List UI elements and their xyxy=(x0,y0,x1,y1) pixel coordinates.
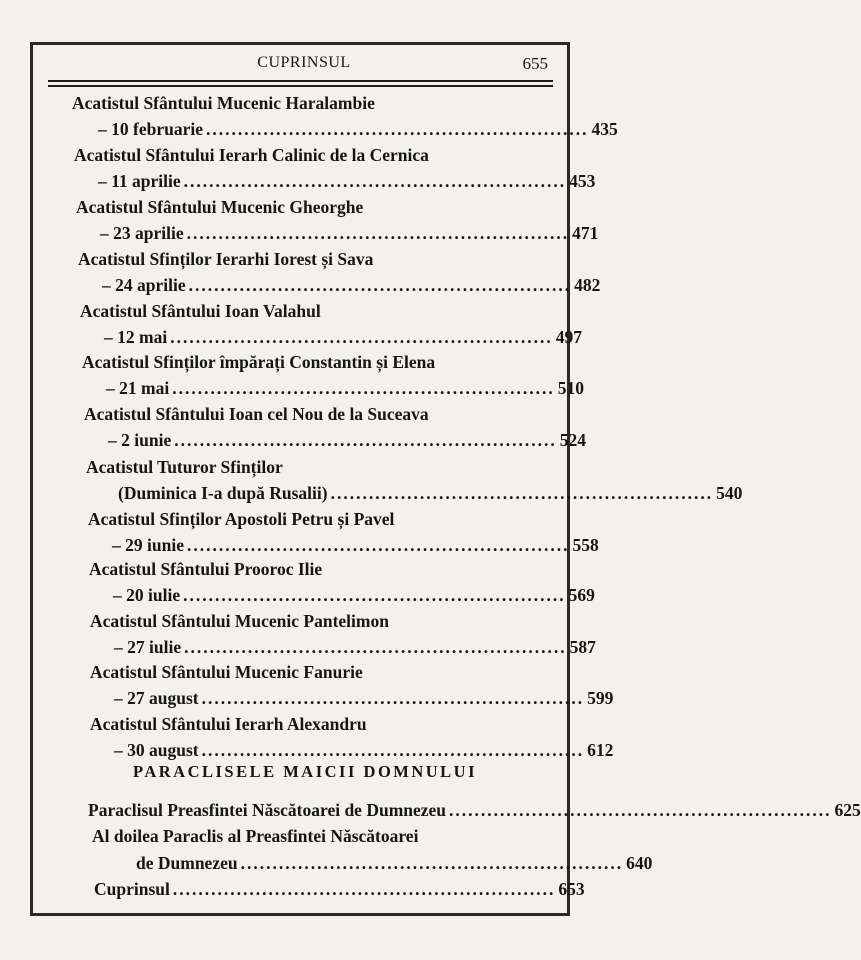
toc-entry-title: Acatistul Sfântului Ierarh Calinic de la Cernica xyxy=(74,145,429,165)
toc-entry-line[interactable] xyxy=(98,169,596,193)
dot-leader: ............................................................ xyxy=(240,853,624,873)
dot-leader: ............................................................ xyxy=(201,740,585,760)
toc-entry-line[interactable] xyxy=(98,117,618,141)
toc-entry-date: – 24 aprilie xyxy=(102,275,186,295)
toc-entry-title: Acatistul Sfinților Ierarhi Iorest și Sava xyxy=(78,249,374,269)
toc-entry-line[interactable] xyxy=(88,798,861,822)
toc-entry-subtitle: de Dumnezeu xyxy=(136,853,238,873)
toc-entry-line[interactable] xyxy=(106,376,584,400)
toc-entry-date: – 29 iunie xyxy=(112,535,184,555)
dot-leader: ............................................................ xyxy=(188,275,572,295)
toc-page-number: 587 xyxy=(569,637,596,657)
toc-entry-title: Acatistul Sfinților împărați Constantin și Elena xyxy=(82,352,436,372)
toc-entry-line[interactable] xyxy=(108,428,586,452)
header-title: CUPRINSUL xyxy=(257,54,351,71)
toc-entry-date: – 11 aprilie xyxy=(98,171,181,191)
toc-page-number: 435 xyxy=(591,119,618,139)
dot-leader: ............................................................ xyxy=(330,483,714,503)
toc-entry-line[interactable] xyxy=(114,635,596,659)
toc-entry-line[interactable] xyxy=(136,851,653,875)
toc-page-number: 471 xyxy=(572,223,599,243)
dot-leader: ............................................................ xyxy=(201,688,585,708)
toc-entry-title: Acatistul Sfântului Mucenic Fanurie xyxy=(90,662,363,682)
toc-page-number: 612 xyxy=(587,740,614,760)
toc-entry-title: Al doilea Paraclis al Preasfintei Născătoarei xyxy=(92,826,419,846)
toc-page-number: 540 xyxy=(716,483,743,503)
dot-leader: ............................................................ xyxy=(183,585,566,605)
dot-leader: ............................................................ xyxy=(170,327,553,347)
toc-page-number: 497 xyxy=(555,327,582,347)
dot-leader: ............................................................ xyxy=(186,223,570,243)
toc-page-number: 569 xyxy=(568,585,595,605)
toc-entry-line[interactable] xyxy=(104,325,582,349)
toc-page-number: 599 xyxy=(587,688,614,708)
dot-leader: ............................................................ xyxy=(183,171,567,191)
toc-entry-line[interactable] xyxy=(112,533,599,557)
dot-leader: ............................................................ xyxy=(449,800,832,820)
toc-page-number: 558 xyxy=(572,535,599,555)
toc-entry-date: – 20 iulie xyxy=(113,585,181,605)
toc-entry-date: – 10 februarie xyxy=(98,119,203,139)
toc-page-number: 653 xyxy=(558,879,585,899)
toc-entry-date: – 27 iulie xyxy=(114,637,182,657)
dot-leader: ............................................................ xyxy=(172,378,555,398)
toc-entry-line[interactable] xyxy=(113,583,595,607)
toc-entry-title: Acatistul Tuturor Sfinților xyxy=(86,457,283,477)
dot-leader: ............................................................ xyxy=(205,119,589,139)
toc-entry-subtitle: (Duminica I-a după Rusalii) xyxy=(118,483,328,503)
toc-entry-title: Cuprinsul xyxy=(94,879,170,899)
toc-entry-date: – 2 iunie xyxy=(108,430,172,450)
toc-page-number: 524 xyxy=(559,430,586,450)
toc-entry-date: – 23 aprilie xyxy=(100,223,184,243)
toc-entry-title: Acatistul Sfântului Ierarh Alexandru xyxy=(90,714,367,734)
toc-entry-title: Paraclisul Preasfintei Născătoarei de Dumnezeu xyxy=(88,800,447,820)
dot-leader: ............................................................ xyxy=(186,535,570,555)
toc-entry-title: Acatistul Sfântului Mucenic Gheorghe xyxy=(76,197,364,217)
toc-entry-title: Acatistul Sfinților Apostoli Petru și Pavel xyxy=(88,509,395,529)
toc-entry-date: – 21 mai xyxy=(106,378,170,398)
toc-entry-title: Acatistul Sfântului Mucenic Haralambie xyxy=(72,93,375,113)
toc-entry-title: Acatistul Sfântului Mucenic Pantelimon xyxy=(90,611,389,631)
toc-page-number: 510 xyxy=(557,378,584,398)
toc-entry-line[interactable] xyxy=(114,738,614,762)
dot-leader: ............................................................ xyxy=(172,879,556,899)
toc-entry-line[interactable] xyxy=(100,221,599,245)
toc-entry-line[interactable] xyxy=(94,877,585,901)
toc-entry-line[interactable] xyxy=(114,686,614,710)
dot-leader: ............................................................ xyxy=(184,637,567,657)
toc-entry-date: – 30 august xyxy=(114,740,199,760)
toc-entry-title: Acatistul Sfântului Ioan cel Nou de la Suceava xyxy=(84,404,429,424)
toc-page-number: 625 xyxy=(834,800,861,820)
toc-entry-date: – 12 mai xyxy=(104,327,168,347)
toc-page-number: 640 xyxy=(626,853,653,873)
dot-leader: ............................................................ xyxy=(174,430,557,450)
toc-entry-title: Acatistul Sfântului Ioan Valahul xyxy=(80,301,321,321)
toc-page-number: 453 xyxy=(569,171,596,191)
section-heading: PARACLISELE MAICII DOMNULUI xyxy=(132,762,478,781)
header-page-number: 655 xyxy=(522,54,548,73)
toc-page-number: 482 xyxy=(574,275,601,295)
toc-entry-line[interactable] xyxy=(102,273,601,297)
toc-entry-title: Acatistul Sfântului Prooroc Ilie xyxy=(89,559,323,579)
toc-entry-date: – 27 august xyxy=(114,688,199,708)
toc-entry-line[interactable] xyxy=(118,481,743,505)
